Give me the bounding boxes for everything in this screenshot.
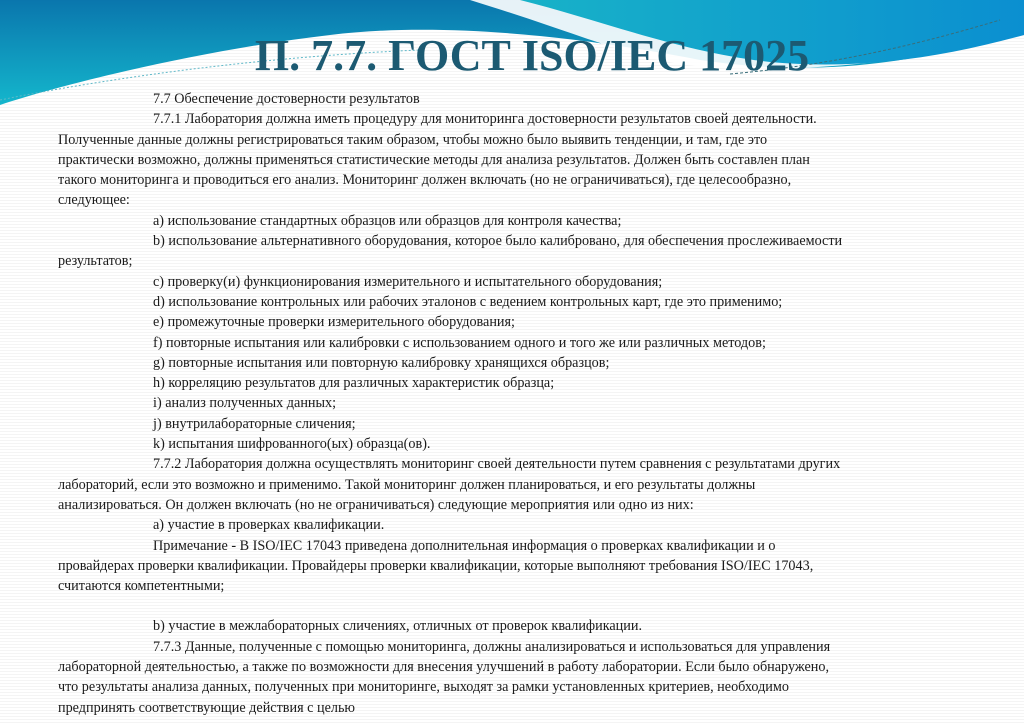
paragraph-line: такого мониторинга и проводиться его анализ. Мониторинг должен включать (но не ограничиваться), где целесообразно, — [58, 172, 792, 189]
paragraph-line: лабораторной деятельностью, а также по возможности для внесения улучшений в работу лаборатории. Если было обнаружено, — [58, 659, 830, 676]
paragraph-line: следующее: — [58, 192, 130, 209]
paragraph-line: анализироваться. Он должен включать (но не ограничиваться) следующие мероприятия или одно из них: — [58, 496, 694, 513]
list-item-continuation: результатов; — [58, 253, 133, 270]
note-line: Примечание - В ISO/IEC 17043 приведена дополнительная информация о проверках квалификации и о — [153, 537, 776, 554]
paragraph-line: 7.7.1 Лаборатория должна иметь процедуру для мониторинга достоверности результатов своей деятельности. — [153, 111, 817, 128]
list-item: h) корреляцию результатов для различных характеристик образца; — [153, 375, 555, 392]
slide-title: П. 7.7. ГОСТ ISO/IEC 17025 — [254, 31, 810, 80]
list-item: b) участие в межлабораторных сличениях, отличных от проверок квалификации. — [153, 618, 643, 635]
list-item: g) повторные испытания или повторную калибровку хранящихся образцов; — [153, 354, 610, 371]
paragraph-line: 7.7.3 Данные, полученные с помощью мониторинга, должны анализироваться и использоваться для управления — [153, 638, 831, 655]
note-line: считаются компетентными; — [58, 578, 225, 595]
paragraph-line: Полученные данные должны регистрироваться таким образом, чтобы можно было выявить тенденции, и там, где это — [58, 131, 768, 148]
paragraph-line: предпринять соответствующие действия с целью — [58, 699, 356, 716]
paragraph-line: лабораторий, если это возможно и применимо. Такой мониторинг должен планироваться, и его результаты должны — [58, 476, 756, 493]
list-item: f) повторные испытания или калибровки с использованием одного и того же или различных методов; — [153, 334, 766, 351]
blank-line — [58, 596, 938, 616]
list-item: c) проверку(и) функционирования измерительного и испытательного оборудования; — [153, 273, 663, 290]
paragraph-line: практически возможно, должны применяться статистические методы для анализа результатов. Должен быть составлен план — [58, 151, 810, 168]
note-line: провайдерах проверки квалификации. Провайдеры проверки квалификации, которые выполняют требования ISO/IEC 17043, — [58, 557, 814, 574]
list-item: e) промежуточные проверки измерительного оборудования; — [153, 314, 515, 331]
list-item: a) использование стандартных образцов или образцов для контроля качества; — [153, 212, 622, 229]
section-heading: 7.7 Обеспечение достоверности результатов — [153, 91, 420, 107]
paragraph-line: 7.7.2 Лаборатория должна осуществлять мониторинг своей деятельности путем сравнения с результатами других — [153, 456, 841, 473]
list-item: a) участие в проверках квалификации. — [153, 517, 385, 534]
document-body — [58, 89, 938, 718]
list-item: d) использование контрольных или рабочих эталонов с ведением контрольных карт, где это применимо; — [153, 293, 783, 310]
paragraph-line: что результаты анализа данных, полученных при мониторинге, выходят за рамки установленных критериев, необходимо — [58, 679, 789, 696]
list-item: b) использование альтернативного оборудования, которое было калибровано, для обеспечения прослеживаемости — [153, 233, 843, 250]
list-item: k) испытания шифрованного(ых) образца(ов). — [153, 436, 431, 453]
list-item: i) анализ полученных данных; — [153, 395, 337, 412]
list-item: j) внутрилабораторные сличения; — [153, 415, 356, 432]
